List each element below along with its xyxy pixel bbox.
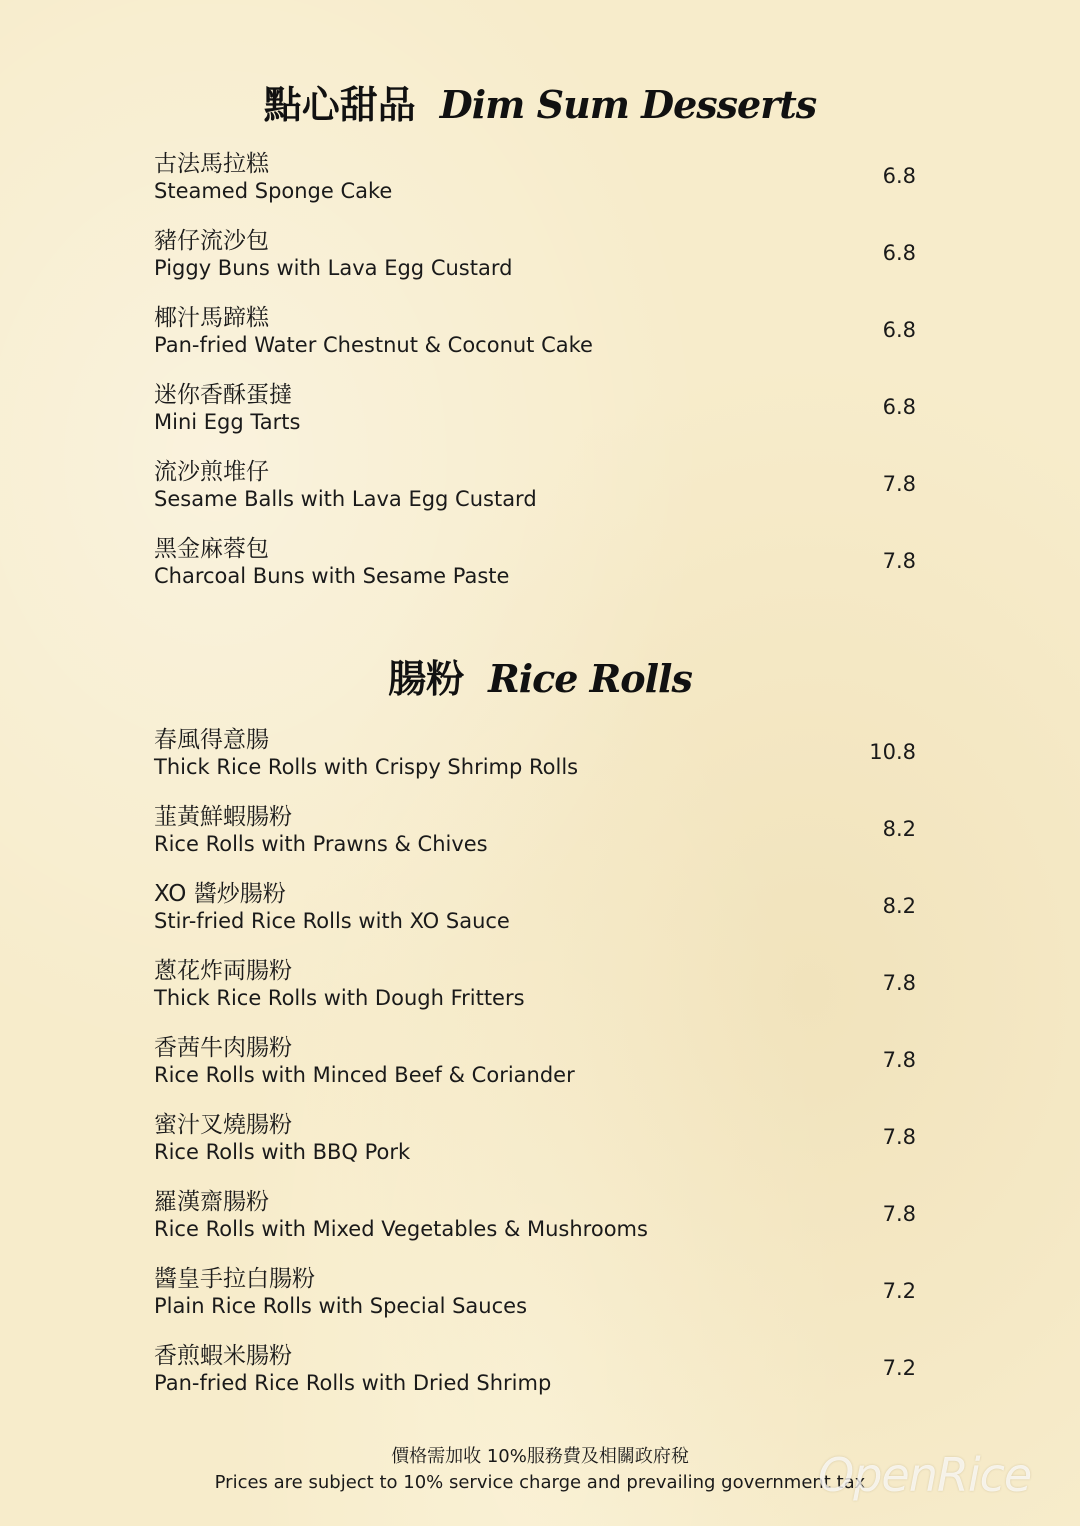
item-name-zh: 古法馬拉糕 [154,151,269,177]
item-price: 10.8 [869,740,916,764]
item-price: 6.8 [882,318,916,342]
item-name-zh: 迷你香酥蛋撻 [154,382,292,408]
menu-item [154,381,916,451]
item-price: 7.8 [882,472,916,496]
item-price: 7.8 [882,549,916,573]
item-name-en: Thick Rice Rolls with Crispy Shrimp Rolls [154,755,579,779]
item-name-zh: 蜜汁叉燒腸粉 [154,1112,292,1138]
section-title-en: Rice Rolls [488,656,692,701]
item-price: 7.8 [882,1125,916,1149]
menu-item [154,803,916,873]
item-name-en: Steamed Sponge Cake [154,179,393,203]
menu-item [154,150,916,220]
footer-note-en: Prices are subject to 10% service charge and prevailing government tax [214,1472,866,1493]
item-price: 7.8 [882,971,916,995]
openrice-watermark-logo: OpenRice [818,1448,1032,1502]
item-name-en: Plain Rice Rolls with Special Sauces [154,1294,528,1318]
item-price: 7.8 [882,1048,916,1072]
item-name-en: Stir-fried Rice Rolls with XO Sauce [154,909,510,933]
item-name-zh: 羅漢齋腸粉 [154,1189,269,1215]
menu-item [154,458,916,528]
menu-item [154,880,916,950]
item-name-en: Mini Egg Tarts [154,410,301,434]
item-price: 7.2 [882,1279,916,1303]
item-name-en: Piggy Buns with Lava Egg Custard [154,256,513,280]
item-price: 6.8 [882,241,916,265]
item-name-zh: 黑金麻蓉包 [154,536,269,562]
item-name-en: Sesame Balls with Lava Egg Custard [154,487,537,511]
section-title-rice-rolls [0,648,1080,703]
item-name-en: Pan-fried Rice Rolls with Dried Shrimp [154,1371,552,1395]
item-price: 8.2 [882,817,916,841]
item-name-en: Charcoal Buns with Sesame Paste [154,564,510,588]
item-name-en: Rice Rolls with Minced Beef & Coriander [154,1063,575,1087]
item-name-en: Thick Rice Rolls with Dough Fritters [154,986,525,1010]
menu-item [154,1342,916,1412]
item-name-en: Rice Rolls with Prawns & Chives [154,832,488,856]
section-title-zh: 腸粉 [388,656,465,701]
menu-item [154,1188,916,1258]
item-price: 6.8 [882,395,916,419]
item-price: 8.2 [882,894,916,918]
menu-item [154,957,916,1027]
item-name-zh: 流沙煎堆仔 [154,459,269,485]
section-title-en: Dim Sum Desserts [439,82,817,127]
item-name-zh: 香茜牛肉腸粉 [154,1035,292,1061]
menu-item [154,304,916,374]
menu-item [154,1034,916,1104]
item-name-zh: 韮黃鮮蝦腸粉 [154,804,292,830]
menu-item [154,227,916,297]
item-price: 7.8 [882,1202,916,1226]
item-name-en: Rice Rolls with Mixed Vegetables & Mushrooms [154,1217,648,1241]
item-name-zh: 香煎蝦米腸粉 [154,1343,292,1369]
item-price: 6.8 [882,164,916,188]
menu-item [154,726,916,796]
item-name-zh: 豬仔流沙包 [154,228,269,254]
item-name-zh: 春風得意腸 [154,727,269,753]
menu-item [154,1111,916,1181]
menu-item [154,535,916,605]
section-title-dim-sum-desserts [0,74,1080,129]
item-name-en: Pan-fried Water Chestnut & Coconut Cake [154,333,593,357]
item-price: 7.2 [882,1356,916,1380]
menu-item [154,1265,916,1335]
item-name-en: Rice Rolls with BBQ Pork [154,1140,411,1164]
item-name-zh: 椰汁馬蹄糕 [154,305,269,331]
footer-note-zh: 價格需加收 10%服務費及相關政府稅 [391,1446,689,1467]
section-title-zh: 點心甜品 [263,82,416,127]
item-name-zh: 蔥花炸両腸粉 [154,958,292,984]
item-name-zh: XO 醬炒腸粉 [154,881,286,907]
item-name-zh: 醬皇手拉白腸粉 [154,1266,315,1292]
